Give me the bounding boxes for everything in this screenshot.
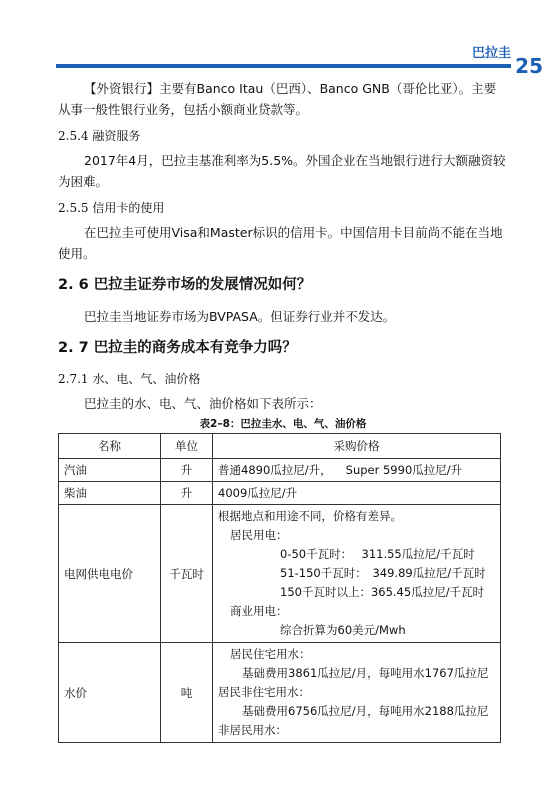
water-name: 水价: [59, 643, 161, 743]
table-row: [59, 459, 501, 482]
electricity-line: 150千瓦时以上：365.45瓜拉尼/千瓦时: [280, 585, 485, 599]
paragraph-foreign-banks: 【外资银行】主要有Banco Itau（巴西）、Banco GNB（哥伦比亚）。主要从事一般性银行业务，包括小额商业贷款等。: [58, 81, 497, 117]
diesel-unit: 升: [161, 482, 213, 505]
gasoline-price-super: Super 5990瓜拉尼/升: [345, 463, 463, 477]
table-row: [59, 505, 501, 643]
diesel-price: 4009瓜拉尼/升: [213, 482, 501, 505]
header-unit: 单位: [161, 434, 213, 459]
table-header-row: [59, 434, 501, 459]
paragraph-prices-intro: 巴拉圭的水、电、气、油价格如下表所示：: [84, 396, 322, 411]
paragraph-financing: 2017年4月，巴拉圭基准利率为5.5%。外国企业在当地银行进行大额融资较为困难。: [58, 153, 506, 189]
gasoline-name: 汽油: [59, 459, 161, 482]
water-line: 基础费用3861瓜拉尼/月，每吨用水1767瓜拉尼: [242, 666, 489, 680]
table-row: [59, 643, 501, 743]
electricity-name: 电网供电电价: [59, 505, 161, 643]
table-row: [59, 482, 501, 505]
electricity-line: 居民用电：: [230, 528, 288, 542]
electricity-line: 0-50千瓦时： 311.55瓜拉尼/千瓦时: [280, 547, 475, 561]
heading-2-5-5: 2.5.5 信用卡的使用: [58, 201, 165, 215]
heading-2-5-4: 2.5.4 融资服务: [58, 129, 141, 143]
water-price: [213, 643, 501, 743]
running-header-section: 巴拉圭: [471, 46, 511, 61]
heading-2-7: 2. 7 巴拉圭的商务成本有竞争力吗？: [58, 340, 297, 356]
heading-2-6: 2. 6 巴拉圭证券市场的发展情况如何？: [58, 277, 312, 293]
paragraph-credit-card: 在巴拉圭可使用Visa和Master标识的信用卡。中国信用卡目前尚不能在当地使用。: [58, 225, 503, 261]
water-line: 居民住宅用水：: [230, 647, 311, 661]
electricity-unit: 千瓦时: [161, 505, 213, 643]
water-line: 居民非住宅用水：: [218, 685, 310, 699]
page-body: [58, 78, 508, 743]
table-caption: 表2–8：巴拉圭水、电、气、油价格: [199, 418, 367, 430]
water-line: 基础费用6756瓜拉尼/月，每吨用水2188瓜拉尼: [242, 704, 489, 718]
electricity-price: [213, 505, 501, 643]
water-unit: 吨: [161, 643, 213, 743]
page-number: 25: [515, 54, 543, 78]
header-price: 采购价格: [213, 434, 501, 459]
gasoline-price: [213, 459, 501, 482]
electricity-line: 商业用电：: [230, 604, 288, 618]
gasoline-price-regular: 普通4890瓜拉尼/升，: [218, 463, 332, 477]
price-table: [58, 433, 501, 743]
header-rule: [56, 64, 511, 68]
electricity-line: 根据地点和用途不同，价格有差异。: [218, 509, 402, 523]
diesel-name: 柴油: [59, 482, 161, 505]
paragraph-securities: 巴拉圭当地证券市场为BVPASA。但证券行业并不发达。: [84, 309, 396, 324]
water-line: 非居民用水：: [218, 723, 287, 737]
header-name: 名称: [59, 434, 161, 459]
electricity-line: 51-150千瓦时： 349.89瓜拉尼/千瓦时: [280, 566, 486, 580]
electricity-line: 综合折算为60美元/Mwh: [280, 623, 406, 637]
gasoline-unit: 升: [161, 459, 213, 482]
heading-2-7-1: 2.7.1 水、电、气、油价格: [58, 372, 201, 386]
